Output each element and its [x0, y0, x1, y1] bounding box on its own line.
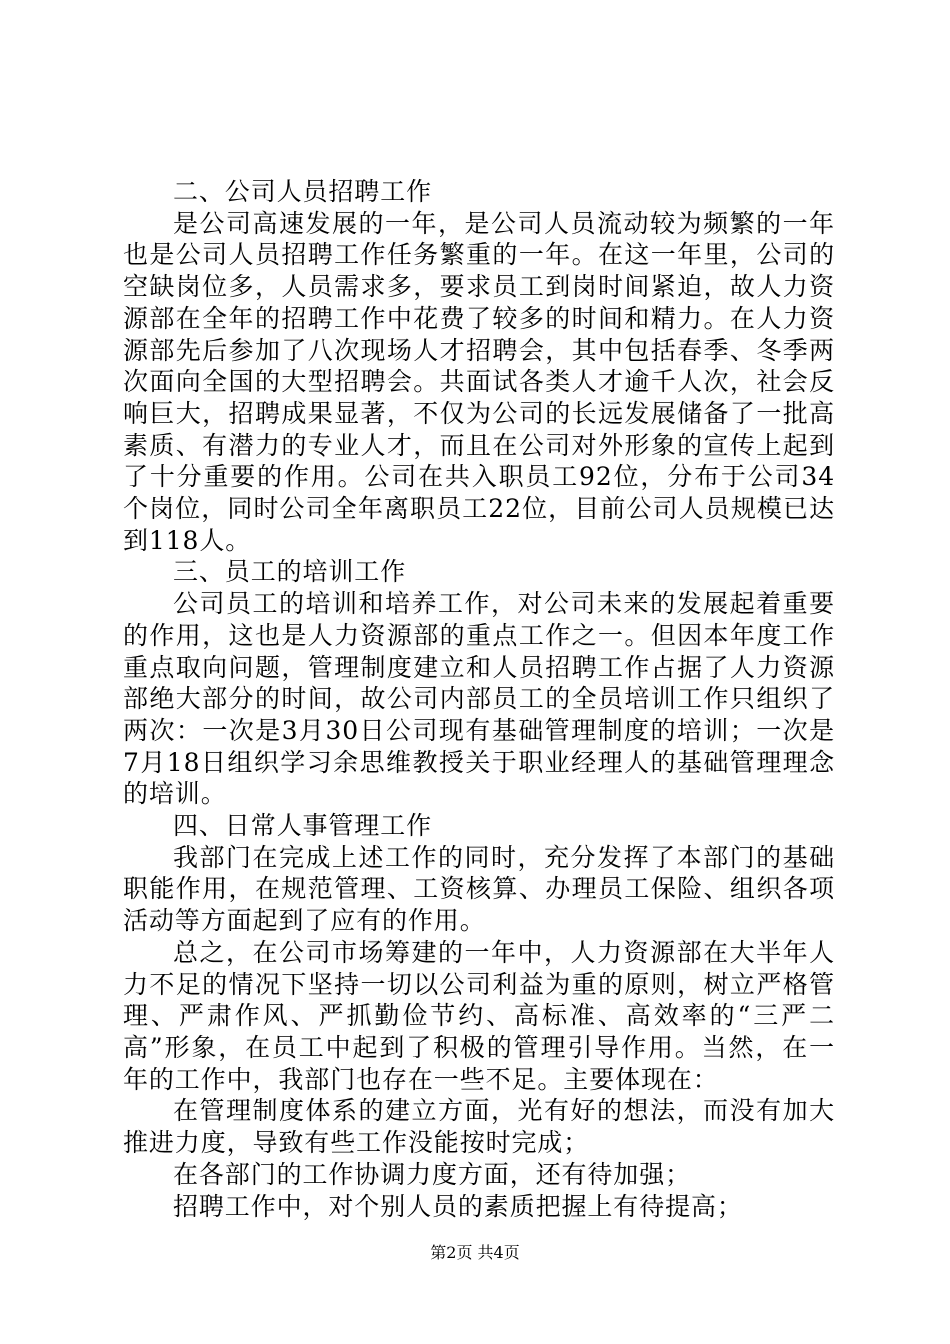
paragraph-summary: 总之，在公司市场筹建的一年中，人力资源部在大半年人力不足的情况下坚持一切以公司利益为重的原则，树立严格管理、严肃作风、严抓勤俭节约、高标准、高效率的“三严二高”形象，在员工中起到了积极的管理引导作用。当然，在一年的工作中，我部门也存在一些不足。主要体现在：	[123, 937, 835, 1094]
page-footer: 第2页 共4页	[430, 1243, 520, 1262]
paragraph-shortcoming-1: 在管理制度体系的建立方面，光有好的想法，而没有加大推进力度，导致有些工作没能按时完成；	[123, 1096, 835, 1158]
section-heading-recruitment: 二、公司人员招聘工作	[173, 177, 433, 206]
document-body	[123, 176, 835, 1222]
paragraph-daily-functions: 我部门在完成上述工作的同时，充分发挥了本部门的基础职能作用，在规范管理、工资核算、办理员工保险、组织各项活动等方面起到了应有的作用。	[123, 842, 835, 936]
section-heading-daily-hr: 四、日常人事管理工作	[173, 811, 433, 841]
paragraph-recruitment: 是公司高速发展的一年，是公司人员流动较为频繁的一年也是公司人员招聘工作任务繁重的一年。在这一年里，公司的空缺岗位多，人员需求多，要求员工到岗时间紧迫，故人力资源部在全年的招聘工作中花费了较多的时间和精力。在人力资源部先后参加了八次现场人才招聘会，其中包括春季、冬季两次面向全国的大型招聘会。共面试各类人才逾千人次，社会反响巨大，招聘成果显著，不仅为公司的长远发展储备了一批高素质、有潜力的专业人才，而且在公司对外形象的宣传上起到了十分重要的作用。公司在共入职员工92位，分布于公司34个岗位，同时公司全年离职员工22位，目前公司人员规模已达到118人。	[123, 208, 835, 555]
paragraph-training: 公司员工的培训和培养工作，对公司未来的发展起着重要的作用，这也是人力资源部的重点工作之一。但因本年度工作重点取向问题，管理制度建立和人员招聘工作占据了人力资源部绝大部分的时间，故公司内部员工的全员培训工作只组织了两次：一次是3月30日公司现有基础管理制度的培训；一次是7月18日组织学习余思维教授关于职业经理人的基础管理理念的培训。	[123, 589, 835, 809]
paragraph-shortcoming-2: 在各部门的工作协调力度方面，还有待加强；	[173, 1159, 692, 1189]
section-heading-training: 三、员工的培训工作	[173, 557, 407, 587]
paragraph-shortcoming-3: 招聘工作中，对个别人员的素质把握上有待提高；	[173, 1191, 743, 1221]
